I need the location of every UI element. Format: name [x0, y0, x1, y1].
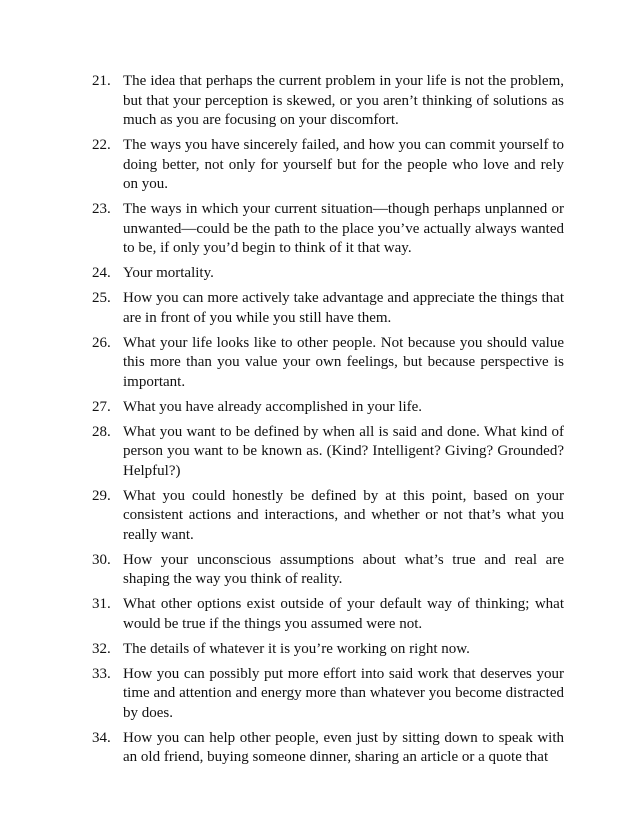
list-item: [92, 72, 564, 131]
item-text: The ways you have sincerely failed, and how you can commit yourself to doing better, not only for yourself but for the people who love and rely on you.: [123, 137, 564, 192]
list-item: [92, 729, 564, 768]
numbered-list: [92, 72, 564, 773]
item-number: 21.: [92, 73, 111, 89]
item-number: 24.: [92, 265, 111, 281]
item-number: 22.: [92, 137, 111, 153]
list-item: [92, 487, 564, 546]
list-item: [92, 334, 564, 393]
item-text: What other options exist outside of your default way of thinking; what would be true if the things you assumed were not.: [123, 596, 564, 632]
list-item: [92, 665, 564, 724]
item-number: 28.: [92, 423, 111, 440]
item-number: 27.: [92, 398, 111, 415]
item-text: What you want to be defined by when all is said and done. What kind of person you want to be known as. (Kind? Intelligent? Giving? Grounded? Helpful?): [123, 423, 564, 479]
list-item: [92, 423, 564, 482]
item-text: How you can more actively take advantage and appreciate the things that are in front of you while you still have them.: [123, 290, 564, 326]
list-item: [92, 640, 564, 660]
list-item: [92, 398, 564, 418]
item-number: 31.: [92, 596, 111, 612]
list-item: [92, 200, 564, 259]
item-text: Your mortality.: [123, 265, 214, 281]
item-text: What your life looks like to other people. Not because you should value this more than you value your own feelings, but because perspective is important.: [123, 334, 564, 390]
item-text: The ways in which your current situation—though perhaps unplanned or unwanted—could be the path to the place you’ve actually always wanted to be, if only you’d begin to think of it that way.: [123, 201, 564, 256]
item-number: 30.: [92, 551, 111, 568]
item-text: How you can help other people, even just by sitting down to speak with an old friend, buying someone dinner, sharing an article or a quote that: [123, 729, 564, 765]
list-item: [92, 264, 564, 284]
item-number: 29.: [92, 487, 111, 504]
item-text: The details of whatever it is you’re working on right now.: [123, 640, 470, 657]
item-text: The idea that perhaps the current problem in your life is not the problem, but that your perception is skewed, or you aren’t thinking of solutions as much as you are focusing on your discomfort.: [123, 73, 564, 128]
item-number: 26.: [92, 334, 111, 351]
item-number: 23.: [92, 201, 111, 217]
item-number: 34.: [92, 729, 111, 746]
list-item: [92, 595, 564, 634]
item-number: 33.: [92, 665, 111, 682]
item-text: How you can possibly put more effort into said work that deserves your time and attention and energy more than whatever you become distracted by does.: [123, 665, 564, 721]
item-number: 32.: [92, 640, 111, 657]
item-text: How your unconscious assumptions about what’s true and real are shaping the way you think of reality.: [123, 551, 564, 587]
list-item: [92, 136, 564, 195]
item-number: 25.: [92, 290, 111, 306]
item-text: What you have already accomplished in your life.: [123, 398, 423, 415]
list-item: [92, 289, 564, 328]
item-text: What you could honestly be defined by at this point, based on your consistent actions and interactions, and whether or not that’s what you really want.: [123, 487, 564, 543]
list-item: [92, 551, 564, 590]
